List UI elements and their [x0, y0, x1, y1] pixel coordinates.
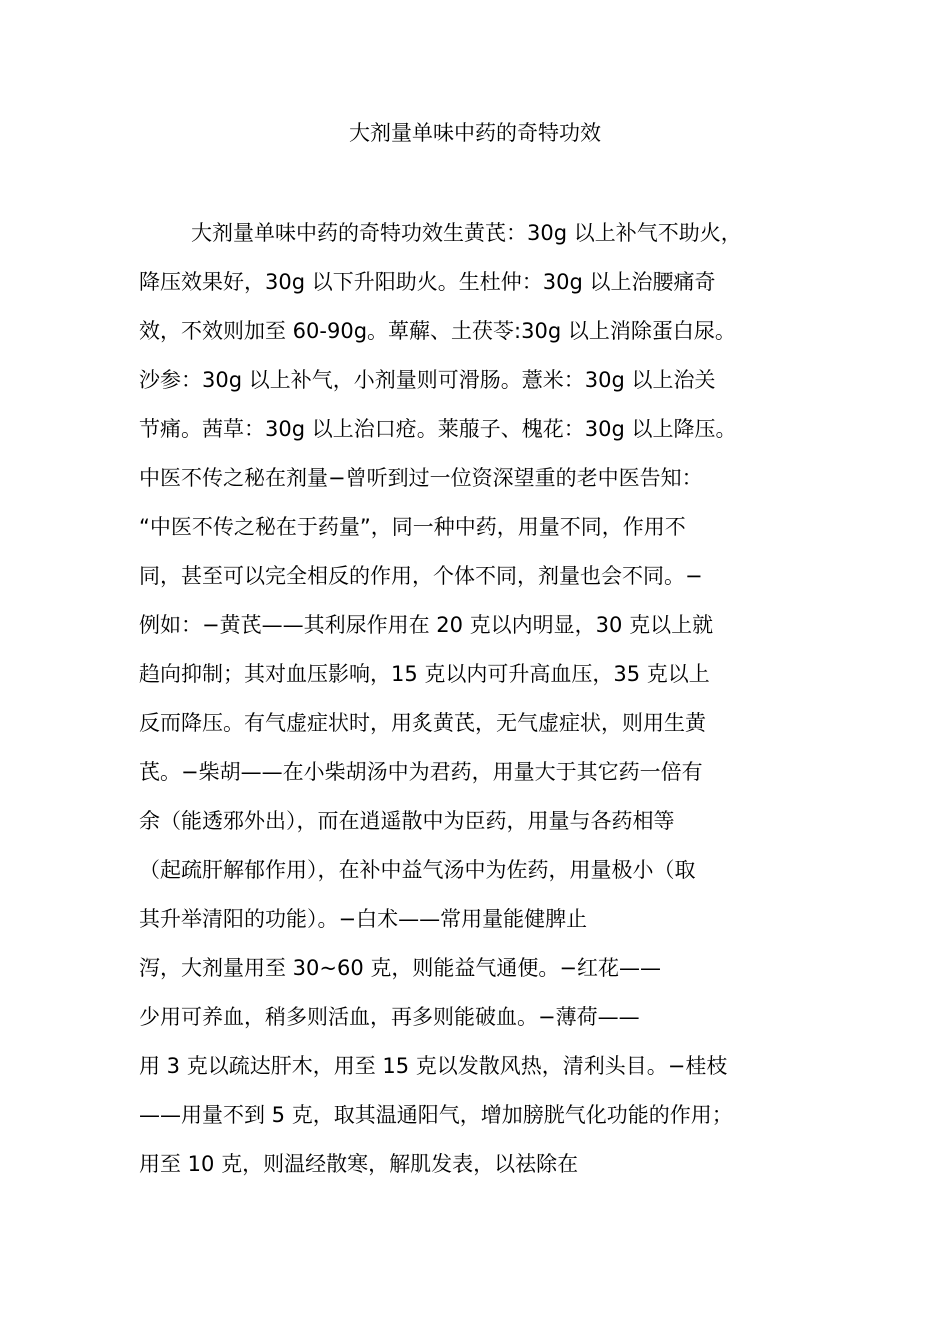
body-line: 反而降压。有气虚症状时，用炙黄芪，无气虚症状，则用生黄 [139, 711, 706, 735]
body-line: 大剂量单味中药的奇特功效生黄芪：30g 以上补气不助火， [191, 221, 742, 245]
body-line: 少用可养血，稍多则活血，再多则能破血。−薄荷—— [139, 1005, 640, 1029]
body-line: 用至 10 克，则温经散寒，解肌发表，以祛除在 [139, 1152, 579, 1176]
body-line: 其升举清阳的功能）。−白术——常用量能健脾止 [139, 907, 588, 931]
body-line: 中医不传之秘在剂量−曾听到过一位资深望重的老中医告知： [139, 466, 703, 490]
body-line: 沙参：30g 以上补气，小剂量则可滑肠。薏米：30g 以上治关 [139, 368, 716, 392]
body-line: 例如：−黄芪——其利尿作用在 20 克以内明显，30 克以上就 [139, 613, 714, 637]
body-line: （起疏肝解郁作用），在补中益气汤中为佐药，用量极小（取 [139, 858, 696, 882]
body-line: ——用量不到 5 克，取其温通阳气，增加膀胱气化功能的作用； [139, 1103, 733, 1127]
document-title: 大剂量单味中药的奇特功效 [349, 121, 601, 145]
body-line: 余（能透邪外出），而在逍遥散中为臣药，用量与各药相等 [139, 809, 675, 833]
body-line: 同，甚至可以完全相反的作用，个体不同，剂量也会不同。− [139, 564, 703, 588]
body-line: 效，不效则加至 60-90g。萆薢、土茯苓:30g 以上消除蛋白尿。 [139, 319, 736, 343]
document-body [139, 209, 829, 1189]
body-line: “中医不传之秘在于药量”，同一种中药，用量不同，作用不 [139, 515, 686, 539]
body-line: 用 3 克以疏达肝木，用至 15 克以发散风热，清利头目。−桂枝 [139, 1054, 728, 1078]
body-line: 节痛。茜草：30g 以上治口疮。莱菔子、槐花：30g 以上降压。 [139, 417, 737, 441]
body-line: 芪。−柴胡——在小柴胡汤中为君药，用量大于其它药一倍有 [139, 760, 703, 784]
body-line: 泻，大剂量用至 30~60 克，则能益气通便。−红花—— [139, 956, 661, 980]
body-line: 趋向抑制；其对血压影响，15 克以内可升高血压，35 克以上 [139, 662, 710, 686]
body-line: 降压效果好，30g 以下升阳助火。生杜仲：30g 以上治腰痛奇 [139, 270, 716, 294]
